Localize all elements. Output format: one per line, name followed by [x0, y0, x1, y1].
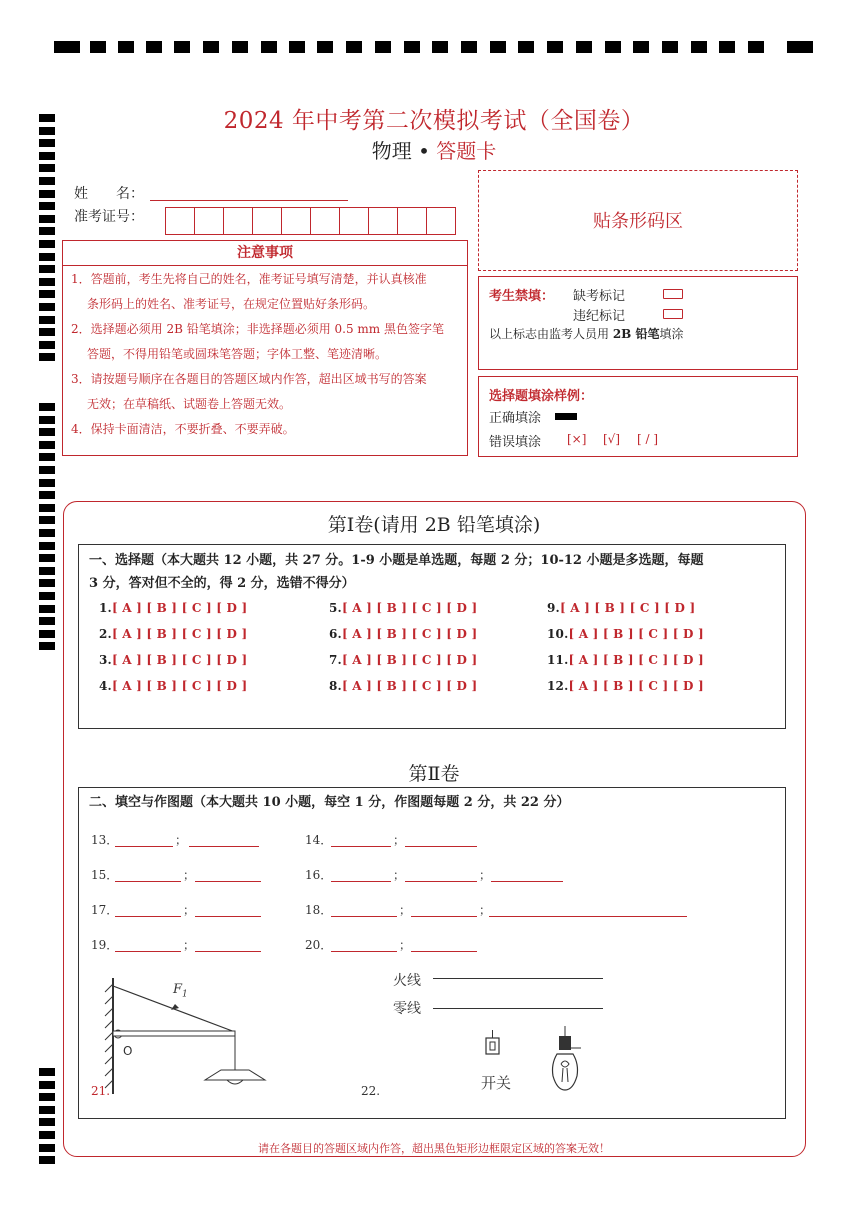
wrong-mark-slash: [ / ] [637, 432, 659, 446]
timing-mark [174, 41, 190, 53]
card-subtitle [0, 135, 868, 164]
timing-mark [39, 316, 55, 324]
choice-header-line1: 一、选择题（本大题共 12 小题，共 27 分。1-9 小题是单选题，每题 2 分；10-12 小题是多选题，每题 [89, 553, 704, 568]
notice-line: 无效；在草稿纸、试题卷上答题无效。 [87, 397, 292, 411]
q17-blank[interactable] [195, 916, 261, 917]
q14-label: 14． [305, 833, 333, 847]
q20-blank[interactable] [331, 951, 397, 952]
q21-label: 21. [91, 1084, 111, 1098]
timing-mark [39, 202, 55, 210]
note-text-end: 填涂 [659, 327, 684, 341]
timing-mark [432, 41, 448, 53]
choice-header-line2: 3 分，答对但不全的，得 2 分，选错不得分） [89, 576, 355, 591]
timing-mark [39, 416, 55, 424]
question-number: 5. [329, 601, 342, 615]
choice-section [78, 544, 786, 729]
choice-question-3[interactable] [99, 653, 247, 667]
timing-mark [547, 41, 563, 53]
id-digit-box[interactable] [426, 207, 456, 235]
timing-mark [39, 453, 55, 461]
question-number: 8. [329, 679, 342, 693]
id-label: 准考证号： [74, 209, 144, 225]
timing-mark [39, 428, 55, 436]
notice-line: 2．选择题必须用 2B 铅笔填涂；非选择题必须用 0.5 mm 黑色签字笔 [71, 322, 445, 336]
notice-line: 1．答题前，考生先将自己的姓名，准考证号填写清楚，并认真核准 [71, 272, 427, 286]
timing-mark [118, 41, 134, 53]
answer-options[interactable]: [ A ] [ B ] [ C ] [ D ] [568, 627, 704, 641]
id-digit-box[interactable] [397, 207, 427, 235]
choice-question-5[interactable] [329, 601, 477, 615]
id-digit-box[interactable] [165, 207, 195, 235]
answer-options[interactable]: [ A ] [ B ] [ C ] [ D ] [341, 679, 478, 693]
notice-line: 条形码上的姓名、准考证号，在规定位置贴好条形码。 [87, 297, 376, 311]
note-text: 以上标志由监考人员用 [489, 327, 613, 341]
timing-mark [39, 592, 55, 600]
part2-title: 第Ⅱ卷 [408, 763, 460, 785]
answer-options[interactable]: [ A ] [ B ] [ C ] [ D ] [111, 627, 248, 641]
timing-mark [39, 1093, 55, 1101]
answer-options[interactable]: [ A ] [ B ] [ C ] [ D ] [111, 601, 248, 615]
fill-section [78, 787, 786, 1119]
q14-blank[interactable] [331, 846, 391, 847]
timing-mark [39, 265, 55, 273]
part1-title: 第Ⅰ卷(请用 2B 铅笔填涂) [327, 514, 541, 536]
barcode-label: 贴条形码区 [593, 211, 683, 232]
choice-question-2[interactable] [99, 627, 247, 641]
switch-icon[interactable] [483, 1028, 503, 1060]
timing-mark [39, 1156, 55, 1164]
question-number: 2. [99, 627, 112, 641]
forbidden-box [478, 276, 798, 370]
separator: ； [183, 903, 196, 917]
bulb-icon[interactable] [545, 1024, 585, 1098]
timing-mark [39, 642, 55, 650]
timing-mark [39, 164, 55, 172]
q16-label: 16． [305, 868, 333, 882]
question-number: 1. [99, 601, 112, 615]
timing-mark [39, 403, 55, 411]
id-digit-box[interactable] [252, 207, 282, 235]
sample-box [478, 376, 798, 457]
correct-label: 正确填涂 [489, 411, 542, 426]
wrong-mark-x: [×] [567, 432, 587, 446]
subtitle-dot: • [418, 139, 430, 163]
q20-label: 20． [305, 938, 333, 952]
violation-mark[interactable] [663, 309, 683, 319]
q17-blank[interactable] [115, 916, 181, 917]
correct-fill-sample [555, 413, 577, 420]
q13-blank[interactable] [189, 846, 259, 847]
q14-blank[interactable] [405, 846, 477, 847]
q18-label: 18． [305, 903, 333, 917]
timing-mark [289, 41, 305, 53]
separator: ； [399, 938, 412, 952]
q16-blank[interactable] [491, 881, 563, 882]
q15-blank[interactable] [195, 881, 261, 882]
timing-mark [461, 41, 477, 53]
q18-blank[interactable] [331, 916, 397, 917]
timing-mark [90, 41, 106, 53]
timing-mark [39, 617, 55, 625]
choice-question-9[interactable] [547, 601, 695, 615]
violation-label: 违纪标记 [573, 309, 626, 324]
timing-mark [662, 41, 678, 53]
id-digit-box[interactable] [310, 207, 340, 235]
wrong-mark-check: [√] [603, 432, 621, 446]
choice-question-12[interactable] [547, 679, 704, 693]
question-number: 4. [99, 679, 112, 693]
notice-title: 注意事项 [62, 240, 468, 266]
question-number: 7. [329, 653, 342, 667]
timing-mark [232, 41, 248, 53]
live-wire[interactable] [433, 978, 603, 979]
answer-options[interactable]: [ A ] [ B ] [ C ] [ D ] [111, 679, 248, 693]
q13-label: 13． [91, 833, 119, 847]
wrong-label: 错误填涂 [489, 435, 542, 450]
timing-mark [633, 41, 649, 53]
timing-mark [39, 328, 55, 336]
answer-options[interactable]: [ A ] [ B ] [ C ] [ D ] [568, 679, 704, 693]
q15-blank[interactable] [115, 881, 181, 882]
question-number: 11. [547, 653, 569, 667]
card-label: 答题卡 [436, 139, 497, 163]
timing-mark [518, 41, 534, 53]
timing-mark [317, 41, 333, 53]
choice-question-10[interactable] [547, 627, 704, 641]
timing-mark [39, 341, 55, 349]
separator: ； [399, 903, 412, 917]
separator: ； [479, 903, 492, 917]
timing-mark [39, 177, 55, 185]
timing-mark [203, 41, 219, 53]
separator: ； [183, 868, 196, 882]
timing-mark [605, 41, 621, 53]
choice-question-11[interactable] [547, 653, 704, 667]
answer-options[interactable]: [ A ] [ B ] [ C ] [ D ] [341, 653, 478, 667]
timing-mark [39, 303, 55, 311]
timing-mark [39, 491, 55, 499]
timing-mark [39, 1131, 55, 1139]
choice-question-1[interactable] [99, 601, 247, 615]
timing-mark [404, 41, 420, 53]
timing-mark [39, 227, 55, 235]
notice-box [62, 264, 468, 456]
question-number: 3. [99, 653, 112, 667]
id-digit-box[interactable] [281, 207, 311, 235]
timing-mark [39, 554, 55, 562]
q18-blank[interactable] [411, 916, 477, 917]
q22-label: 22. [361, 1084, 381, 1098]
neutral-wire-label: 零线 [393, 1001, 421, 1017]
timing-mark [719, 41, 735, 53]
timing-mark [146, 41, 162, 53]
q17-label: 17． [91, 903, 119, 917]
timing-mark [39, 1081, 55, 1089]
q19-blank[interactable] [195, 951, 261, 952]
timing-mark [39, 253, 55, 261]
notice-line: 3．请按题号顺序在各题目的答题区域内作答，超出区域书写的答案 [71, 372, 427, 386]
answer-options[interactable]: [ A ] [ B ] [ C ] [ D ] [341, 601, 478, 615]
choice-question-8[interactable] [329, 679, 477, 693]
question-number: 10. [547, 627, 569, 641]
timing-mark [39, 240, 55, 248]
timing-mark [39, 215, 55, 223]
sample-title: 选择题填涂样例： [489, 389, 594, 404]
id-digit-box[interactable] [194, 207, 224, 235]
timing-mark [39, 441, 55, 449]
timing-mark [375, 41, 391, 53]
q19-blank[interactable] [115, 951, 181, 952]
timing-mark [39, 353, 55, 361]
name-label: 姓 名： [74, 186, 144, 202]
q16-blank[interactable] [331, 881, 391, 882]
live-wire-label: 火线 [393, 973, 421, 989]
q13-blank[interactable] [115, 846, 173, 847]
question-number: 9. [547, 601, 560, 615]
id-digit-box[interactable] [368, 207, 398, 235]
choice-question-7[interactable] [329, 653, 477, 667]
id-digit-box[interactable] [339, 207, 369, 235]
timing-mark [39, 190, 55, 198]
fill-header: 二、填空与作图题（本大题共 10 小题，每空 1 分，作图题每题 2 分，共 22 分） [89, 795, 570, 810]
barcode-area [478, 170, 798, 271]
timing-mark [39, 630, 55, 638]
note-bold: 2B 铅笔 [612, 327, 660, 341]
absent-label: 缺考标记 [573, 289, 626, 304]
timing-mark [39, 1118, 55, 1126]
q16-blank[interactable] [405, 881, 477, 882]
separator: ； [479, 868, 492, 882]
answer-options[interactable]: [ A ] [ B ] [ C ] [ D ] [559, 601, 696, 615]
exam-title: 2024 年中考第二次模拟考试（全国卷） [223, 108, 645, 134]
question-number: 12. [547, 679, 569, 693]
separator: ； [175, 833, 188, 847]
separator: ； [183, 938, 196, 952]
timing-mark [39, 542, 55, 550]
q18-blank[interactable] [489, 916, 687, 917]
notice-line: 4．保持卡面清洁，不要折叠、不要弄破。 [71, 422, 295, 436]
force-subscript: 1 [182, 989, 188, 1000]
timing-mark [39, 479, 55, 487]
id-number-boxes[interactable] [166, 207, 456, 233]
forbidden-note [489, 325, 684, 342]
notice-line: 答题，不得用铅笔或圆珠笔答题；字体工整、笔迹清晰。 [87, 347, 388, 361]
q15-label: 15． [91, 868, 119, 882]
separator: ； [393, 833, 406, 847]
timing-mark [39, 605, 55, 613]
timing-marks-top [54, 41, 814, 55]
q19-label: 19． [91, 938, 119, 952]
timing-mark [39, 466, 55, 474]
timing-mark [576, 41, 592, 53]
timing-mark [39, 579, 55, 587]
pivot-label: O [123, 1044, 133, 1058]
timing-mark [39, 290, 55, 298]
neutral-wire[interactable] [433, 1008, 603, 1009]
timing-mark [691, 41, 707, 53]
id-digit-box[interactable] [223, 207, 253, 235]
timing-mark [490, 41, 506, 53]
switch-label: 开关 [481, 1074, 512, 1092]
timing-mark [39, 1106, 55, 1114]
answer-options[interactable]: [ A ] [ B ] [ C ] [ D ] [341, 627, 478, 641]
absent-mark[interactable] [663, 289, 683, 299]
footer-note: 请在各题目的答题区域内作答，超出黑色矩形边框限定区域的答案无效！ [258, 1142, 610, 1155]
choice-question-4[interactable] [99, 679, 247, 693]
q20-blank[interactable] [411, 951, 477, 952]
force-letter: F [173, 982, 183, 997]
timing-mark [39, 278, 55, 286]
timing-mark [346, 41, 362, 53]
question-number: 6. [329, 627, 342, 641]
answer-options[interactable]: [ A ] [ B ] [ C ] [ D ] [568, 653, 704, 667]
choice-question-6[interactable] [329, 627, 477, 641]
subject: 物理 [371, 139, 412, 163]
timing-mark [261, 41, 277, 53]
timing-mark [54, 41, 80, 53]
timing-mark [39, 1068, 55, 1076]
timing-mark [748, 41, 764, 53]
forbidden-label: 考生禁填： [489, 289, 555, 304]
force-label [173, 982, 188, 1000]
separator: ； [393, 868, 406, 882]
timing-mark [39, 567, 55, 575]
answer-options[interactable]: [ A ] [ B ] [ C ] [ D ] [111, 653, 248, 667]
timing-mark [787, 41, 813, 53]
name-field[interactable] [150, 200, 348, 201]
